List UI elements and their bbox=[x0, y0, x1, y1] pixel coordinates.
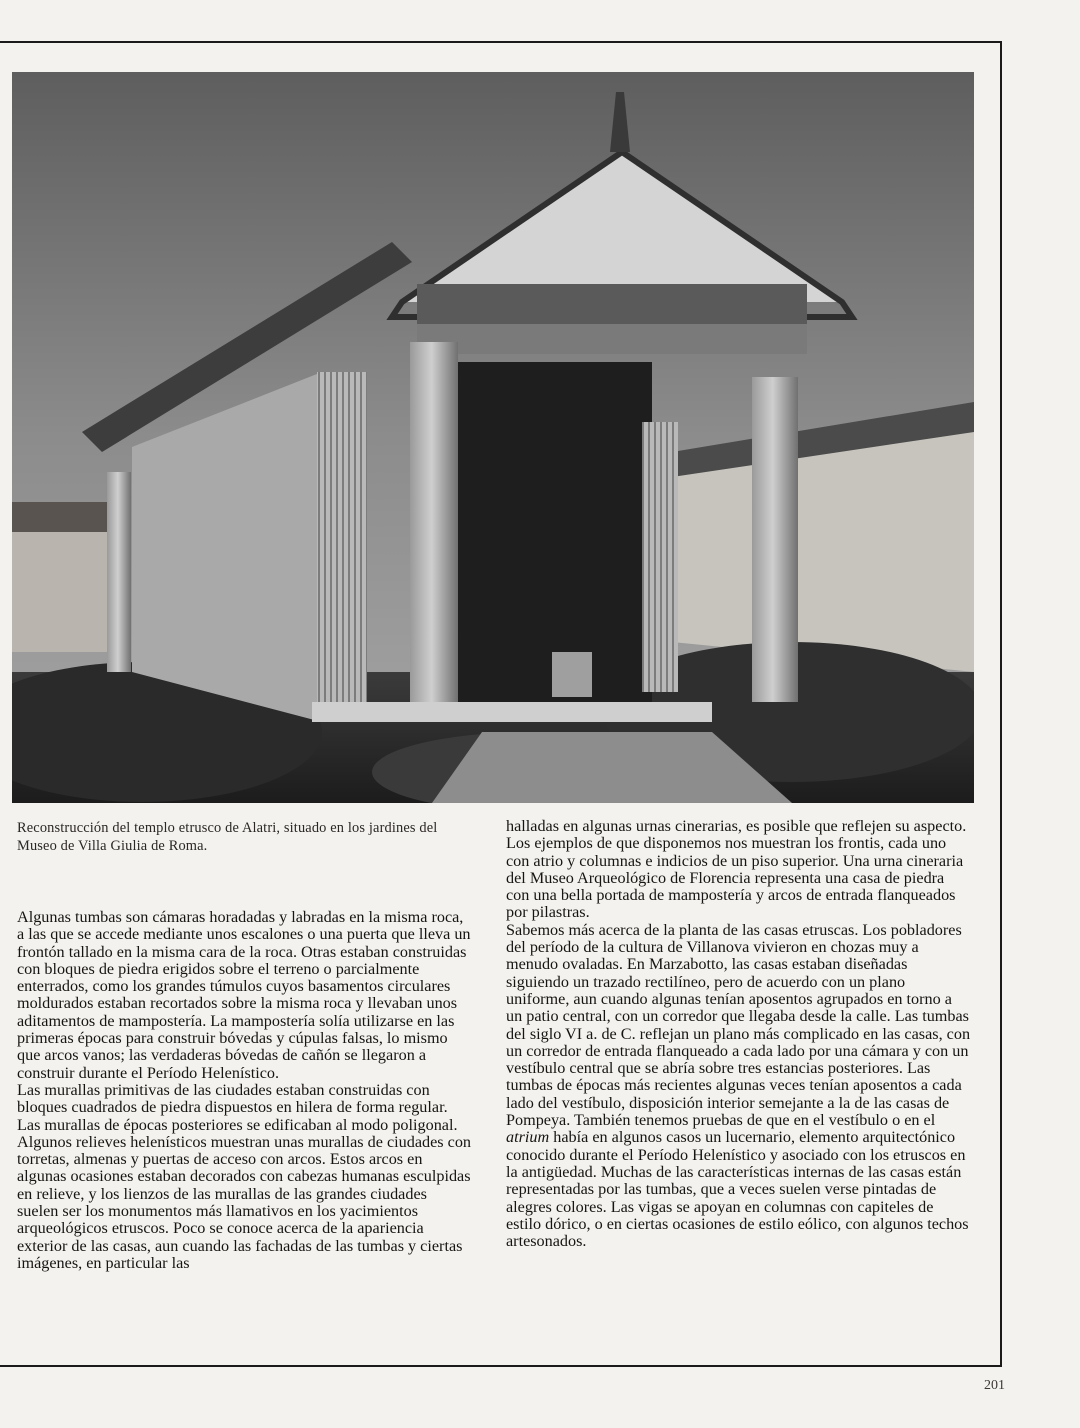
temple-photo bbox=[12, 72, 974, 803]
left-text-column bbox=[17, 909, 472, 1272]
atrium-term: atrium bbox=[506, 1128, 550, 1147]
page-number: 201 bbox=[984, 1378, 1005, 1393]
right-paragraph-2 bbox=[506, 922, 971, 1251]
photo-caption: Reconstrucción del templo etrusco de Alatri, situado en los jardines del Museo de Villa Giulia de Roma. bbox=[17, 820, 438, 854]
right-text-column bbox=[506, 818, 971, 1250]
frame-rule-top bbox=[0, 41, 1002, 43]
left-paragraph-2: Las murallas primitivas de las ciudades estaban construidas con bloques cuadrados de piedra dispuestos en hilera de forma regular. Las murallas de épocas posteriores se edificaban al modo poligonal. Algunos relieves helenísticos muestran unas murallas de ciudades con torretas, almenas y puertas de acceso con arcos. Estos arcos en algunas ocasiones estaban decorados con cabezas humanas esculpidas en relieve, y los lienzos de las murallas de las grandes ciudades suelen ser los monumentos más llamativos en los yacimientos arqueológicos etruscos. Poco se conoce acerca de la apariencia exterior de las casas, aun cuando las fachadas de las tumbas y ciertas imágenes, en particular las bbox=[17, 1080, 472, 1272]
left-paragraph-1: Algunas tumbas son cámaras horadadas y labradas en la misma roca, a las que se accede mediante unos escalones o una puerta que lleva un frontón tallado en la misma cara de la roca. Otras estaban construidas con bloques de piedra erigidos sobre el terreno o parcialmente enterrados, como los grandes túmulos cuyos basamentos circulares moldurados estaban recortados sobre la misma roca y llevaban unos aditamentos de mampostería. La mampostería solía utilizarse en las primeras épocas para construir bóvedas y cúpulas falsas, lo mismo que arcos vanos; las verdaderas bóvedas de cañón se llegaron a construir durante el Período Helenístico. bbox=[17, 908, 471, 1082]
right-paragraph-2-after: había en algunos casos un lucernario, elemento arquitectónico conocido durante el Período Helenístico y asociado con los etruscos en la antigüedad. Muchas de las características internas de las casas están representadas por las tumbas, que a veces suelen verse pintadas de alegres colores. Las vigas se apoyan en columnas con capiteles de estilo dórico, o en ciertas ocasiones de estilo eólico, con algunos techos artesonados. bbox=[506, 1128, 969, 1251]
frame-rule-bottom bbox=[0, 1365, 1002, 1367]
right-paragraph-1: halladas en algunas urnas cinerarias, es posible que reflejen su aspecto. Los ejemplos de que disponemos nos muestran los frontis, cada uno con atrio y columnas e indicios de un piso superior. Una urna cineraria del Museo Arqueológico de Florencia representa una casa de piedra con una bella portada de mampostería y arcos de entrada flanqueados por pilastras. bbox=[506, 817, 967, 922]
temple-photo-icon bbox=[12, 72, 974, 803]
frame-rule-right bbox=[1000, 41, 1002, 1366]
right-paragraph-2-before: Sabemos más acerca de la planta de las casas etruscas. Los pobladores del período de la cultura de Villanova vivieron en chozas muy a menudo ovaladas. En Marzabotto, las casas estaban diseñadas siguiendo un trazado rectilíneo, pero de acuerdo con un plano uniforme, aun cuando algunas tenían aposentos agrupados en torno a un patio central, con un corredor que llegaba desde la calle. Las tumbas del siglo VI a. de C. reflejan un plano más complicado en las casas, con un corredor de entrada flanqueado a cada lado por una cámara y con un vestíbulo central que se abría sobre tres estancias posteriores. Las tumbas de épocas más recientes algunas veces tenían aposentos a cada lado del vestíbulo, disposición interior semejante a la de las casas de Pompeya. También tenemos pruebas de que en el vestíbulo o en el bbox=[506, 920, 971, 1130]
